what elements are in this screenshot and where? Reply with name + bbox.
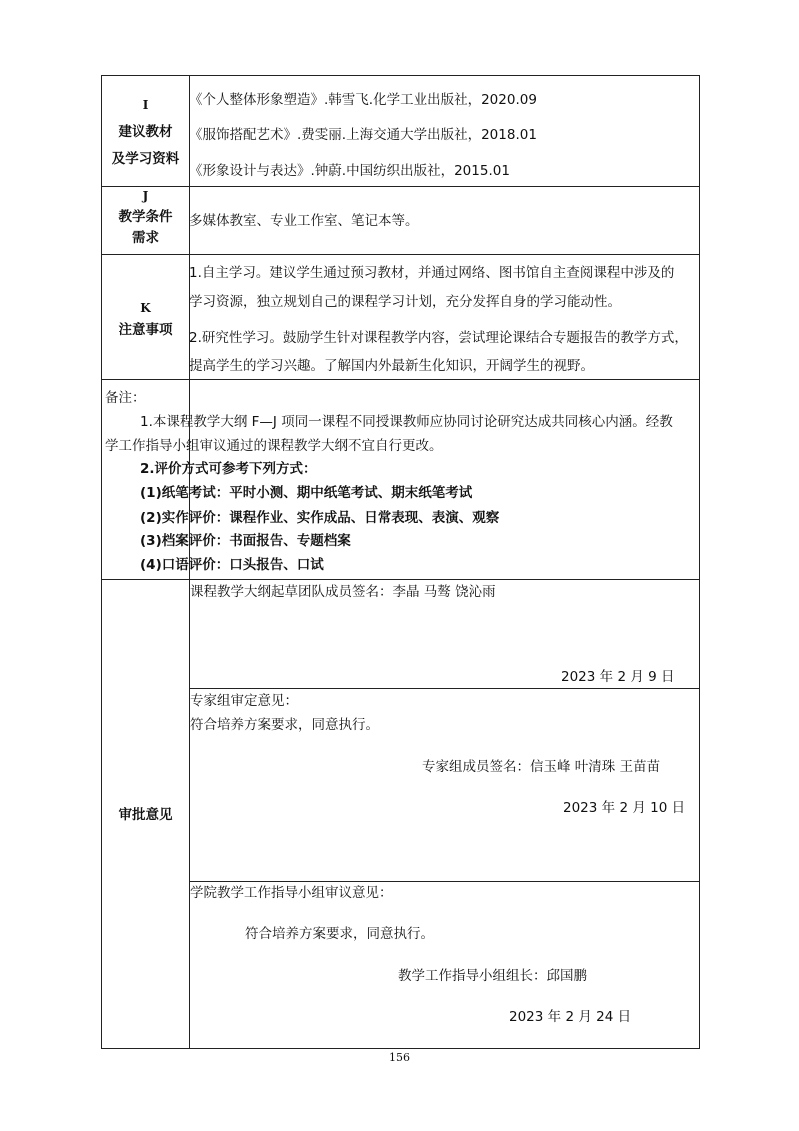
notice-line: 学习资源，独立规划自己的课程学习计划，充分发挥自身的学习能动性。 [189,294,621,310]
book-1: 《个人整体形象塑造》.韩雪飞.化学工业出版社，2020.09 [189,92,537,108]
expert-signature: 专家组成员签名：信玉峰 叶清珠 王苗苗 [422,759,661,775]
section-k-title: 注意事项 [118,322,173,338]
college-heading: 学院教学工作指导小组审议意见： [190,885,393,901]
row-divider [189,688,699,689]
remarks-heading: 备注： [105,390,146,406]
section-i-label [102,96,189,168]
notice-line: 1.自主学习。建议学生通过预习教材，并通过网络、图书馆自主查阅课程中涉及的 [189,265,675,281]
notice-line: 2.研究性学习。鼓励学生针对课程教学内容，尝试理论课结合专题报告的教学方式， [189,330,688,346]
section-j-letter: J [142,189,149,203]
row-divider [102,379,699,380]
section-j-title-line2: 需求 [132,230,159,246]
college-signature: 教学工作指导小组组长：邱国鹏 [398,968,587,984]
row-divider [102,186,699,187]
remarks-note1-line2: 学工作指导小组审议通过的课程教学大纲不宜自行更改。 [105,438,443,454]
section-i-title-line1: 建议教材 [118,124,173,140]
expert-heading: 专家组审定意见： [190,693,298,709]
evaluation-method: (4)口语评价：口头报告、口试 [140,557,324,573]
approval-label [102,806,189,824]
evaluation-method: (3)档案评价：书面报告、专题档案 [140,533,351,549]
section-j-title-line1: 教学条件 [118,209,173,225]
page-number: 156 [389,1051,410,1064]
college-opinion: 符合培养方案要求，同意执行。 [245,926,434,942]
teaching-conditions: 多媒体教室、专业工作室、笔记本等。 [189,213,419,229]
notice-line: 提高学生的学习兴趣。了解国内外最新生化知识，开阔学生的视野。 [189,358,594,374]
remarks-note2: 2.评价方式可参考下列方式： [140,461,317,477]
drafting-team-signature: 课程教学大纲起草团队成员签名：李晶 马骜 饶沁雨 [190,584,496,600]
approval-label-text: 审批意见 [118,807,173,823]
evaluation-method: (2)实作评价：课程作业、实作成品、日常表现、表演、观察 [140,510,500,526]
section-k-letter: K [140,301,151,315]
college-date: 2023 年 2 月 24 日 [509,1009,632,1025]
expert-opinion: 符合培养方案要求，同意执行。 [190,717,379,733]
drafting-date: 2023 年 2 月 9 日 [561,669,675,685]
section-k-label [102,299,189,339]
evaluation-method: (1)纸笔考试：平时小测、期中纸笔考试、期末纸笔考试 [140,485,473,501]
row-divider [189,881,699,882]
section-i-letter: I [142,98,149,112]
row-divider [102,579,699,580]
section-i-title-line2: 及学习资料 [111,151,180,167]
section-j-label [102,187,189,247]
remarks-note1-line1: 1.本课程教学大纲 F—J 项同一课程不同授课教师应协同讨论研究达成共同核心内涵。经教 [140,414,673,430]
book-2: 《服饰搭配艺术》.费雯丽.上海交通大学出版社，2018.01 [189,127,537,143]
book-3: 《形象设计与表达》.钟蔚.中国纺织出版社，2015.01 [189,163,510,179]
syllabus-table [101,75,700,1049]
row-divider [102,254,699,255]
expert-date: 2023 年 2 月 10 日 [563,800,686,816]
